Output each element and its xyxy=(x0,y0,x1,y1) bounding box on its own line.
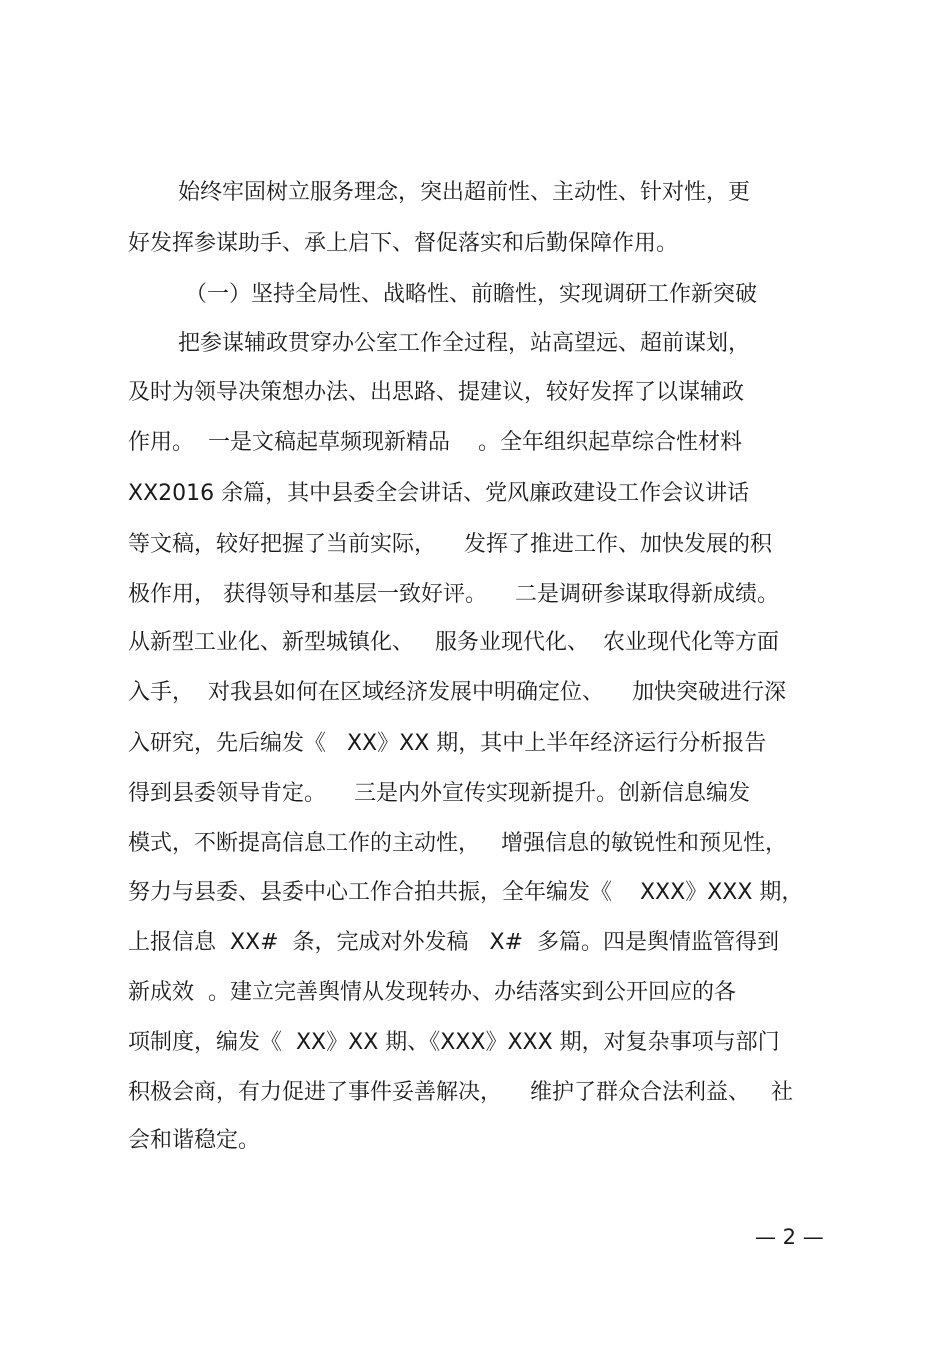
paragraph-line-17: 新成效 。建立完善舆情从发现转办、办结落实到公开回应的各 xyxy=(128,980,736,1005)
paragraph-line-8: 等文稿，较好把握了当前实际， 发挥了推进工作、加快发展的积 xyxy=(128,532,772,557)
paragraph-line-1: 始终牢固树立服务理念，突出超前性、主动性、针对性，更 xyxy=(178,180,751,205)
paragraph-line-5: 及时为领导决策想办法、出思路、提建议，较好发挥了以谋辅政 xyxy=(128,380,745,405)
paragraph-line-7: XX2016 余篇，其中县委全会讲话、党风廉政建设工作会议讲话 xyxy=(128,481,750,506)
section-heading: （一）坚持全局性、战略性、前瞻性，实现调研工作新突破 xyxy=(185,282,758,307)
page-number: — 2 — xyxy=(755,1225,824,1249)
paragraph-line-16: 上报信息 XX# 条，完成对外发稿 X# 多篇。四是舆情监管得到 xyxy=(128,930,780,955)
paragraph-line-14: 模式，不断提高信息工作的主动性， 增强信息的敏锐性和预见性， xyxy=(128,831,787,856)
paragraph-line-12: 入研究，先后编发《 XX》XX 期，其中上半年经济运行分析报告 xyxy=(128,731,767,756)
paragraph-line-11: 入手， 对我县如何在区域经济发展中明确定位、 加快突破进行深 xyxy=(128,680,786,705)
paragraph-line-6: 作用。 一是文稿起草频现新精品 。全年组织起草综合性材料 xyxy=(128,430,742,455)
paragraph-line-19: 积极会商，有力促进了事件妥善解决， 维护了群众合法利益、 社 xyxy=(128,1080,793,1105)
paragraph-line-9: 极作用， 获得领导和基层一致好评。 二是调研参谋取得新成绩。 xyxy=(128,582,779,607)
paragraph-line-13: 得到县委领导肯定。 三是内外宣传实现新提升。创新信息编发 xyxy=(128,781,750,806)
paragraph-line-15: 努力与县委、县委中心工作合拍共振，全年编发《 XXX》XXX 期， xyxy=(128,880,804,905)
paragraph-line-4: 把参谋辅政贯穿办公室工作全过程，站高望远、超前谋划， xyxy=(178,331,751,356)
paragraph-line-10: 从新型工业化、新型城镇化、 服务业现代化、 农业现代化等方面 xyxy=(128,630,779,655)
paragraph-line-18: 项制度，编发《 XX》XX 期、《XXX》XXX 期，对复杂事项与部门 xyxy=(128,1030,780,1055)
paragraph-line-2: 好发挥参谋助手、承上启下、督促落实和后勤保障作用。 xyxy=(128,231,679,256)
paragraph-line-20: 会和谐稳定。 xyxy=(128,1128,261,1153)
